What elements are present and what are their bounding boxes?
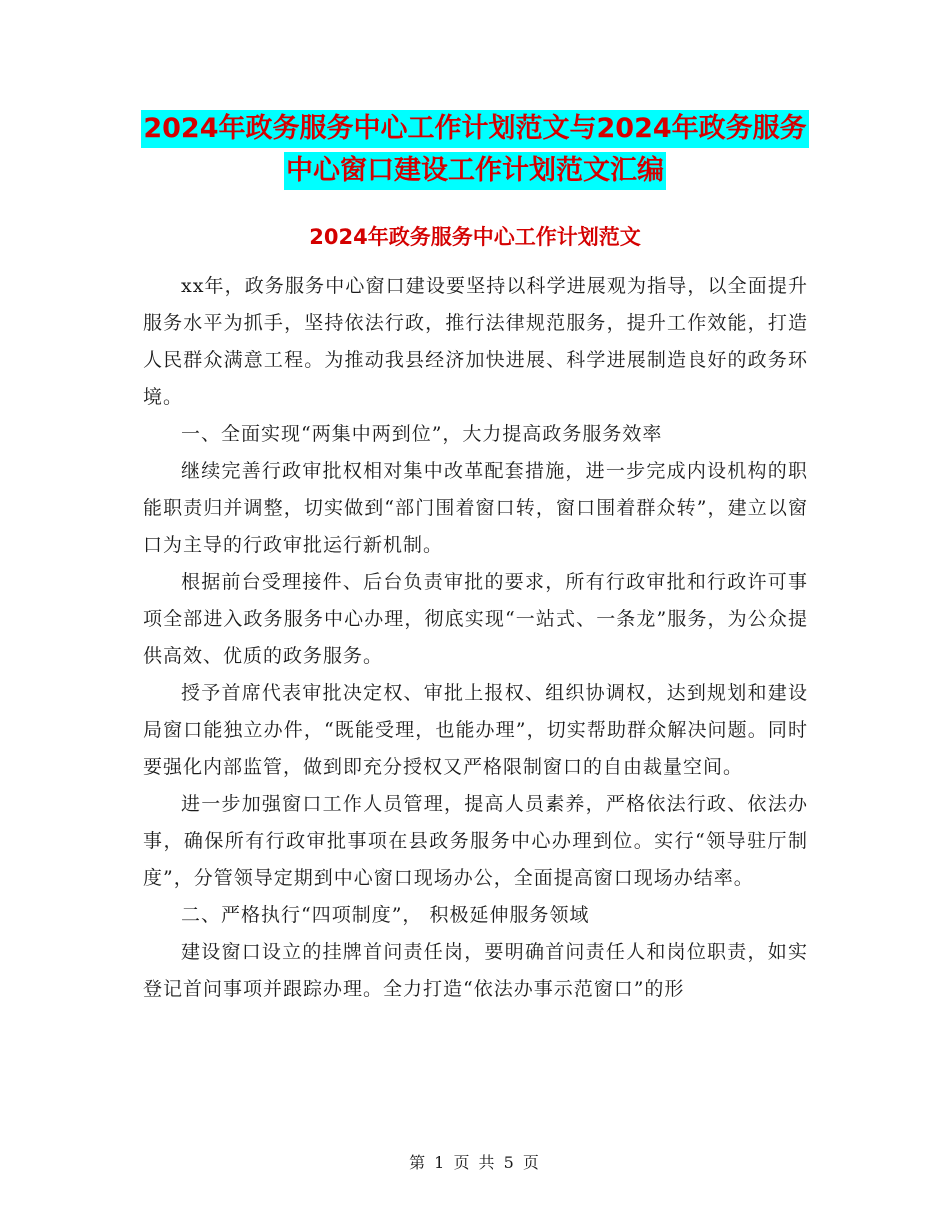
title-block [0,110,950,190]
page-footer: 第 1 页 共 5 页 [409,1153,541,1172]
section-title: 2024年政务服务中心工作计划范文 [309,225,641,249]
paragraph: xx年，政务服务中心窗口建设要坚持以科学进展观为指导，以全面提升服务水平为抓手，坚持依法行政，推行法律规范服务，提升工作效能，打造人民群众满意工程。为推动我县经济加快进展、科学进展制造良好的政务环境。 [143,275,808,408]
paragraph: 授予首席代表审批决定权、审批上报权、组织协调权，达到规划和建设局窗口能独立办件，“既能受理，也能办理”，切实帮助群众解决问题。同时要强化内部监管，做到即充分授权又严格限制窗口的自由裁量空间。 [143,682,808,778]
paragraph: 根据前台受理接件、后台负责审批的要求，所有行政审批和行政许可事项全部进入政务服务中心办理，彻底实现“一站式、一条龙”服务，为公众提供高效、优质的政务服务。 [143,571,808,667]
document-title-line-2: 中心窗口建设工作计划范文汇编 [284,152,666,190]
document-title-line-1: 2024年政务服务中心工作计划范文与2024年政务服务 [141,110,808,148]
heading-2: 二、严格执行“四项制度”， 积极延伸服务领域 [181,904,590,926]
paragraph: 继续完善行政审批权相对集中改革配套措施，进一步完成内设机构的职能职责归并调整，切实做到“部门围着窗口转，窗口围着群众转”，建立以窗口为主导的行政审批运行新机制。 [143,460,808,556]
document-body [143,268,808,1008]
heading-1: 一、全面实现“两集中两到位”，大力提高政务服务效率 [181,423,663,445]
paragraph: 进一步加强窗口工作人员管理，提高人员素养，严格依法行政、依法办事，确保所有行政审批事项在县政务服务中心办理到位。实行“领导驻厅制度”，分管领导定期到中心窗口现场办公，全面提高窗口现场办结率。 [143,793,808,889]
paragraph: 建设窗口设立的挂牌首问责任岗，要明确首问责任人和岗位职责，如实登记首问事项并跟踪办理。全力打造“依法办事示范窗口”的形 [143,941,808,1000]
